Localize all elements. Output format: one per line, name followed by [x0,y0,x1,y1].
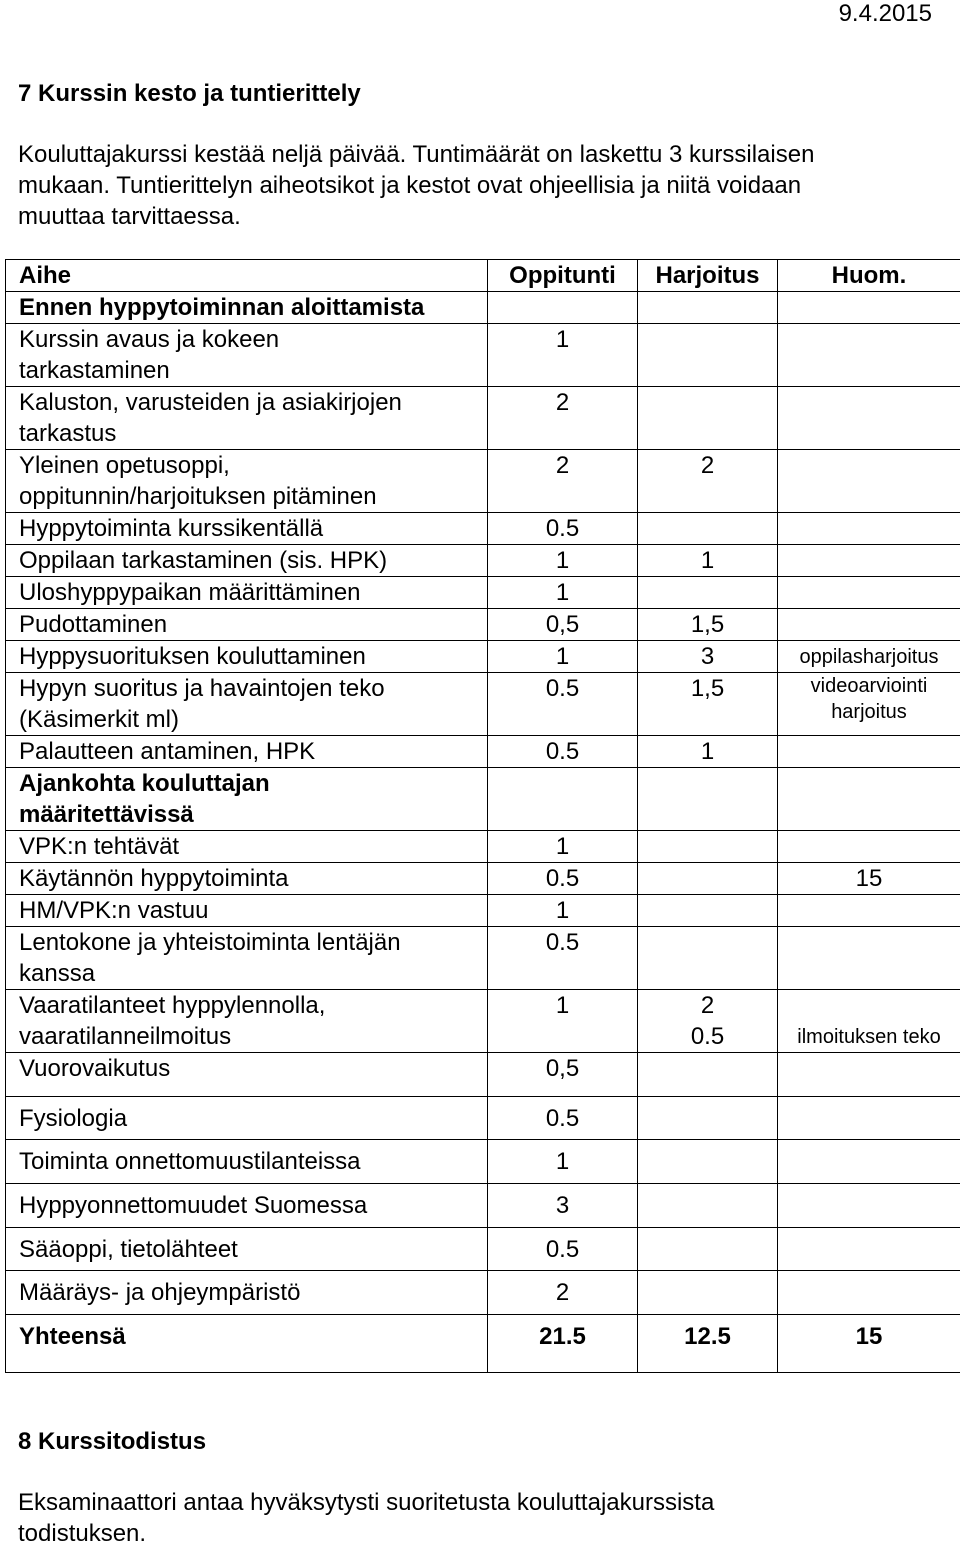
table-row [6,292,960,324]
table-row [6,324,960,387]
lesson-cell: 1 [488,324,638,387]
remarks-cell [778,1053,960,1097]
topic-cell [6,1140,488,1184]
lesson-cell: 1 [488,831,638,863]
table-row [6,641,960,673]
exercise-cell: 3 [638,641,778,673]
topic-cell-line: Sääoppi, tietolähteet [19,1234,487,1265]
topic-cell-line: Hypyn suoritus ja havaintojen teko [19,673,487,704]
table-row [6,1184,960,1228]
topic-cell-line: Fysiologia [19,1103,487,1134]
exercise-cell: 2 [638,450,778,513]
lesson-cell: 1 [488,990,638,1053]
table-header-row [6,260,960,292]
topic-cell [6,292,488,324]
lesson-cell: 1 [488,577,638,609]
table-row [6,768,960,831]
topic-cell-line: kanssa [19,958,487,989]
topic-cell [6,609,488,641]
remarks-note-cell [778,673,960,736]
topic-cell-line: Toiminta onnettomuustilanteissa [19,1146,487,1177]
topic-cell [6,577,488,609]
exercise-cell [638,831,778,863]
exercise-cell [638,768,778,831]
topic-cell [6,863,488,895]
remarks-cell [778,895,960,927]
exercise-cell: 1 [638,736,778,768]
topic-cell-line: Määräys- ja ohjeympäristö [19,1277,487,1308]
topic-cell [6,545,488,577]
topic-cell [6,1184,488,1228]
remarks-cell [778,831,960,863]
total-exercise: 12.5 [638,1315,778,1373]
exercise-cell [638,1140,778,1184]
topic-cell [6,990,488,1053]
text-line: todistuksen. [18,1518,714,1549]
table-row [6,863,960,895]
total-row [6,1315,960,1373]
topic-cell [6,1053,488,1097]
topic-cell [6,324,488,387]
topic-cell-line: Pudottaminen [19,609,487,640]
exercise-cell-line: 0.5 [638,1021,777,1052]
exercise-cell: 1,5 [638,609,778,641]
remarks-cell [778,513,960,545]
exercise-cell [638,513,778,545]
text-line: Eksaminaattori antaa hyväksytysti suoritetusta kouluttajakurssista [18,1487,714,1518]
topic-cell [6,895,488,927]
lesson-cell: 0.5 [488,1228,638,1271]
exercise-cell [638,990,778,1053]
section-8-heading: 8 Kurssitodistus [18,1428,206,1456]
remarks-cell [778,577,960,609]
exercise-cell [638,1271,778,1315]
hours-table [5,259,960,1373]
topic-cell-line: määritettävissä [19,799,487,830]
table-row [6,673,960,736]
lesson-cell: 0,5 [488,1053,638,1097]
topic-cell [6,641,488,673]
total-remarks: 15 [778,1315,960,1373]
table-row [6,513,960,545]
remarks-note-cell-line: ilmoituksen teko [778,1024,960,1050]
topic-cell-line: Hyppyonnettomuudet Suomessa [19,1190,487,1221]
lesson-cell [488,768,638,831]
remarks-note-cell-line: videoarviointi [778,673,960,699]
lesson-cell: 0.5 [488,736,638,768]
remarks-cell [778,387,960,450]
remarks-cell [778,736,960,768]
table-row [6,1228,960,1271]
topic-cell [6,927,488,990]
exercise-cell [638,863,778,895]
exercise-cell [638,1097,778,1140]
exercise-cell [638,292,778,324]
remarks-cell [778,545,960,577]
lesson-cell: 0,5 [488,609,638,641]
table-row [6,927,960,990]
lesson-cell: 1 [488,641,638,673]
intro-line: Kouluttajakurssi kestää neljä päivää. Tuntimäärät on laskettu 3 kurssilaisen [18,139,814,170]
table-row [6,1140,960,1184]
remarks-cell [778,609,960,641]
topic-cell-line: Yleinen opetusoppi, [19,450,487,481]
exercise-cell: 1,5 [638,673,778,736]
table-row [6,609,960,641]
topic-cell [6,673,488,736]
exercise-cell-line: 2 [638,990,777,1021]
topic-cell-line: Palautteen antaminen, HPK [19,736,487,767]
remarks-cell [778,927,960,990]
topic-cell-line: Lentokone ja yhteistoiminta lentäjän [19,927,487,958]
exercise-cell [638,1053,778,1097]
table-row [6,736,960,768]
table-row [6,387,960,450]
header-lesson: Oppitunti [488,260,638,292]
exercise-cell [638,895,778,927]
topic-cell-line: Kaluston, varusteiden ja asiakirjojen [19,387,487,418]
topic-cell-line: Ennen hyppytoiminnan aloittamista [19,292,487,323]
exercise-cell [638,1228,778,1271]
lesson-cell: 0.5 [488,927,638,990]
lesson-cell: 1 [488,895,638,927]
exercise-cell [638,927,778,990]
lesson-cell: 0.5 [488,513,638,545]
header-exercise: Harjoitus [638,260,778,292]
exercise-cell: 1 [638,545,778,577]
lesson-cell: 2 [488,1271,638,1315]
lesson-cell: 3 [488,1184,638,1228]
topic-cell-line: HM/VPK:n vastuu [19,895,487,926]
lesson-cell: 1 [488,545,638,577]
topic-cell-line: (Käsimerkit ml) [19,704,487,735]
topic-cell-line: Käytännön hyppytoiminta [19,863,487,894]
table-row [6,577,960,609]
topic-cell-line: VPK:n tehtävät [19,831,487,862]
header-remarks: Huom. [778,260,960,292]
topic-cell-line: oppitunnin/harjoituksen pitäminen [19,481,487,512]
topic-cell-line: Uloshyppypaikan määrittäminen [19,577,487,608]
intro-line: mukaan. Tuntierittelyn aiheotsikot ja kestot ovat ohjeellisia ja niitä voidaan [18,170,814,201]
topic-cell-line: Vuorovaikutus [19,1053,487,1084]
section-7-heading: 7 Kurssin kesto ja tuntierittely [18,80,361,108]
remarks-cell [778,450,960,513]
topic-cell-line: Hyppytoiminta kurssikentällä [19,513,487,544]
table-row [6,895,960,927]
lesson-cell: 0.5 [488,673,638,736]
topic-cell-line: Ajankohta kouluttajan [19,768,487,799]
lesson-cell: 2 [488,450,638,513]
exercise-cell [638,324,778,387]
header-topic: Aihe [6,260,488,292]
lesson-cell: 1 [488,1140,638,1184]
exercise-cell [638,577,778,609]
total-lesson: 21.5 [488,1315,638,1373]
remarks-cell [778,1140,960,1184]
topic-cell [6,1271,488,1315]
remarks-note-cell-line: oppilasharjoitus [778,644,960,670]
table-row [6,450,960,513]
remarks-cell [778,1184,960,1228]
table-row [6,990,960,1053]
table-row [6,1271,960,1315]
table-row [6,1053,960,1097]
topic-cell-line: Oppilaan tarkastaminen (sis. HPK) [19,545,487,576]
topic-cell [6,768,488,831]
topic-cell [6,831,488,863]
table-row [6,831,960,863]
remarks-cell [778,1228,960,1271]
remarks-cell [778,292,960,324]
remarks-cell [778,324,960,387]
section-8-text [18,1487,714,1549]
lesson-cell: 2 [488,387,638,450]
exercise-cell [638,387,778,450]
topic-cell-line: Hyppysuorituksen kouluttaminen [19,641,487,672]
topic-cell [6,1097,488,1140]
remarks-cell [778,768,960,831]
exercise-cell [638,1184,778,1228]
topic-cell-line: tarkastus [19,418,487,449]
lesson-cell: 0.5 [488,863,638,895]
remarks-cell: 15 [778,863,960,895]
topic-cell-line: vaaratilanneilmoitus [19,1021,487,1052]
lesson-cell [488,292,638,324]
intro-line: muuttaa tarvittaessa. [18,201,814,232]
remarks-note-cell [778,641,960,673]
remarks-note-cell [778,990,960,1053]
document-date: 9.4.2015 [839,0,932,28]
topic-cell [6,736,488,768]
topic-cell [6,513,488,545]
remarks-note-cell-line: harjoitus [778,699,960,725]
lesson-cell: 0.5 [488,1097,638,1140]
section-7-intro [18,139,814,232]
table-row [6,1097,960,1140]
table-row [6,545,960,577]
topic-cell [6,450,488,513]
remarks-cell [778,1271,960,1315]
topic-cell-line: Vaaratilanteet hyppylennolla, [19,990,487,1021]
remarks-cell [778,1097,960,1140]
topic-cell-line: Kurssin avaus ja kokeen [19,324,487,355]
topic-cell-line: tarkastaminen [19,355,487,386]
topic-cell [6,1228,488,1271]
total-label: Yhteensä [6,1315,488,1373]
topic-cell [6,387,488,450]
